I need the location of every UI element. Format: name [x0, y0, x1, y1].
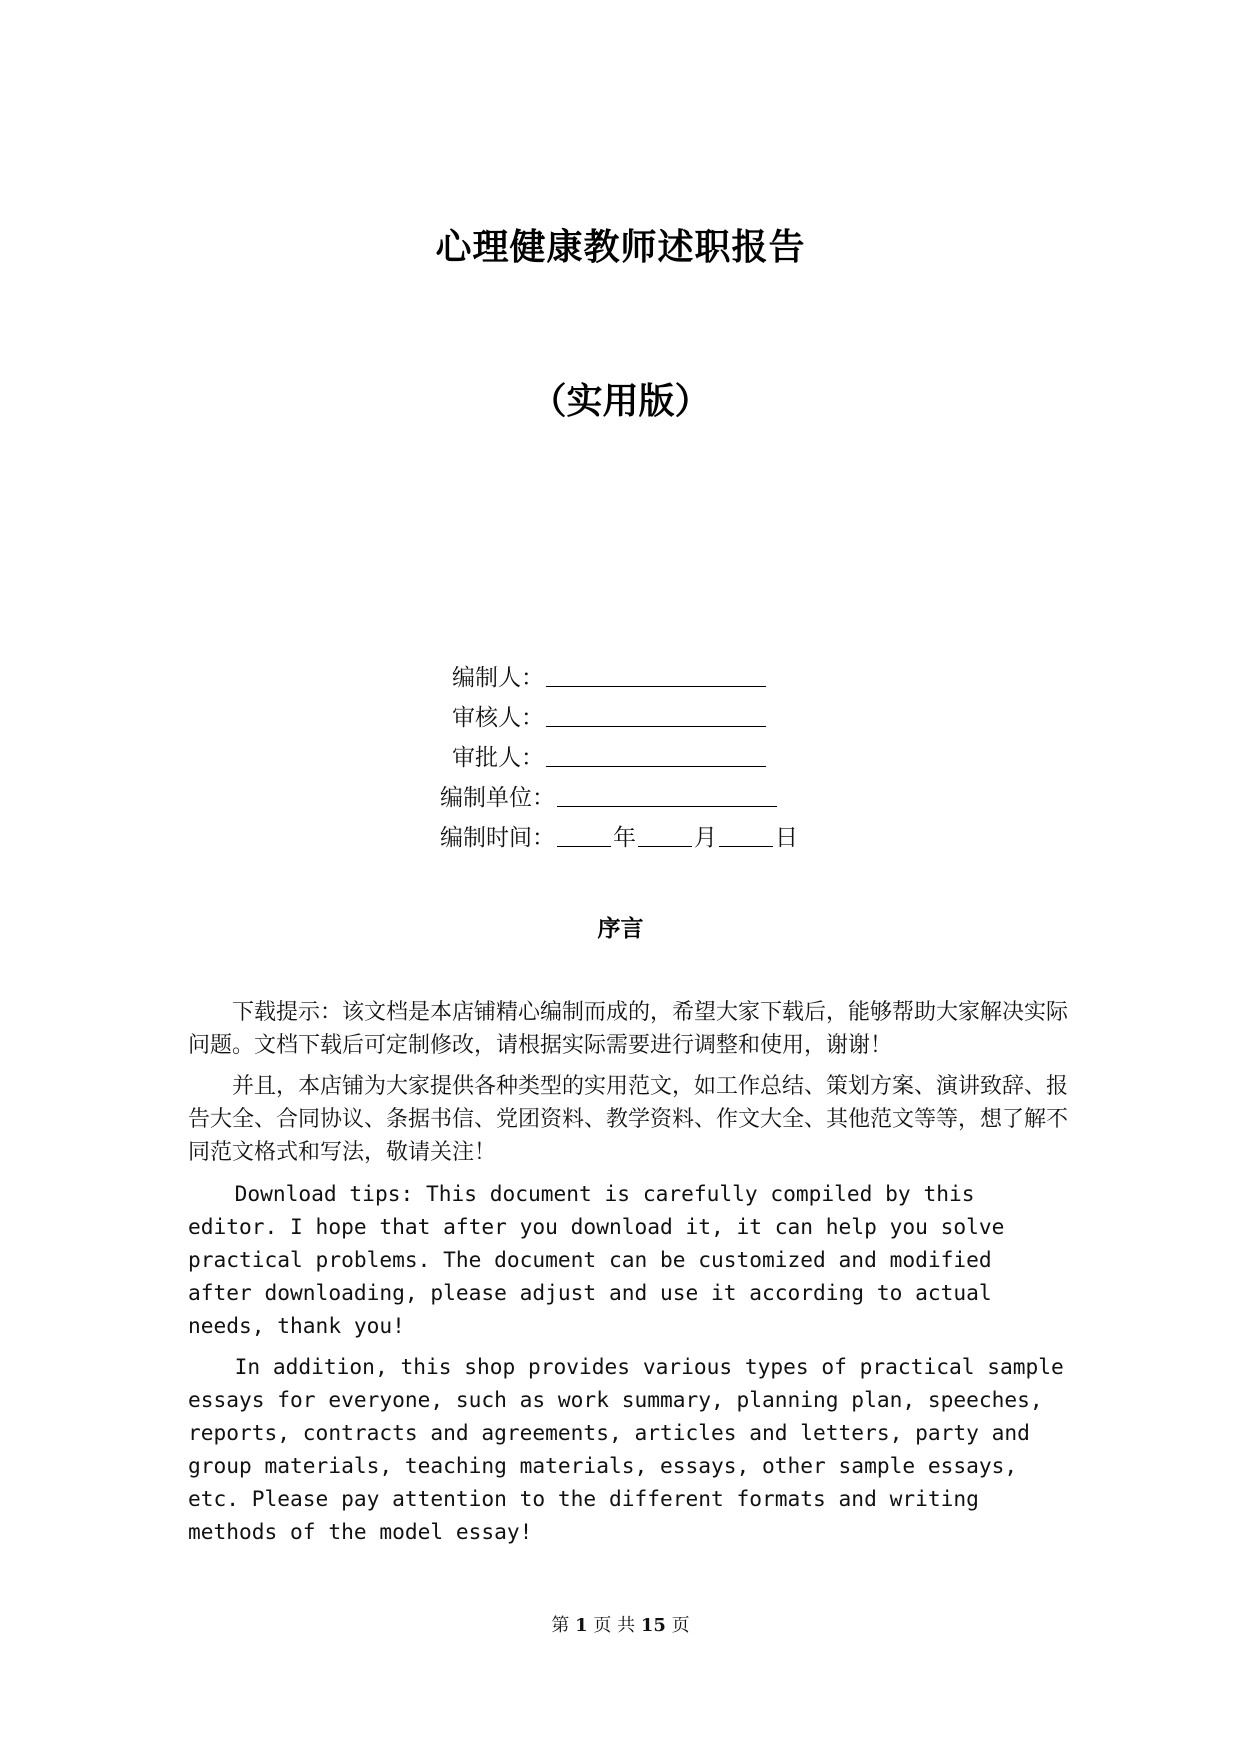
field-label: 编制时间： [440, 825, 555, 851]
document-subtitle: （实用版） [530, 380, 711, 422]
field-label: 审批人： [452, 745, 544, 771]
total-page-number: 15 [640, 1615, 666, 1636]
field-date [440, 820, 798, 856]
paragraph: 并且，本店铺为大家提供各种类型的实用范文，如工作总结、策划方案、演讲致辞、报告大全、合同协议、条据书信、党团资料、教学资料、作文大全、其他范文等等，想了解不同范文格式和写法，敬请关注！ [188, 1074, 1069, 1165]
blank-line [719, 820, 773, 847]
page-footer [0, 1613, 1241, 1639]
document-title: 心理健康教师述职报告 [435, 226, 806, 268]
paragraph: 下载提示：该文档是本店铺精心编制而成的，希望大家下载后，能够帮助大家解决实际问题。文档下载后可定制修改，请根据实际需要进行调整和使用，谢谢！ [188, 1000, 1069, 1058]
blank-line [546, 700, 766, 727]
blank-line [546, 740, 766, 767]
footer-prefix: 第 [551, 1615, 570, 1636]
preface-body [188, 996, 1068, 1556]
day-label: 日 [775, 825, 798, 851]
footer-middle: 页 共 [593, 1615, 636, 1636]
field-editor [452, 660, 766, 696]
blank-line [546, 660, 766, 687]
year-label: 年 [613, 825, 636, 851]
paragraph: Download tips: This document is carefully compiled by this editor. I hope that after you download it, it can help you solve practical problems. The document can be customized and modified after downloading, please adjust and use it according to actual needs, thank you! [188, 1181, 1005, 1338]
preface-heading: 序言 [597, 915, 644, 942]
current-page-number: 1 [575, 1615, 588, 1636]
blank-line [638, 820, 692, 847]
field-label: 编制单位： [440, 785, 555, 811]
month-label: 月 [694, 825, 717, 851]
field-label: 编制人： [452, 665, 544, 691]
blank-line [557, 820, 611, 847]
paragraph: In addition, this shop provides various types of practical sample essays for everyone, such as work summary, planning plan, speeches, reports, contracts and agreements, articles and letters, party and group materials, teaching materials, essays, other sample essays, etc. Please pay attention to the different formats and writing methods of the model essay! [188, 1354, 1064, 1544]
blank-line [557, 780, 777, 807]
field-label: 审核人： [452, 705, 544, 731]
field-unit [440, 780, 777, 816]
footer-suffix: 页 [671, 1615, 690, 1636]
field-reviewer [452, 700, 766, 736]
field-approver [452, 740, 766, 776]
